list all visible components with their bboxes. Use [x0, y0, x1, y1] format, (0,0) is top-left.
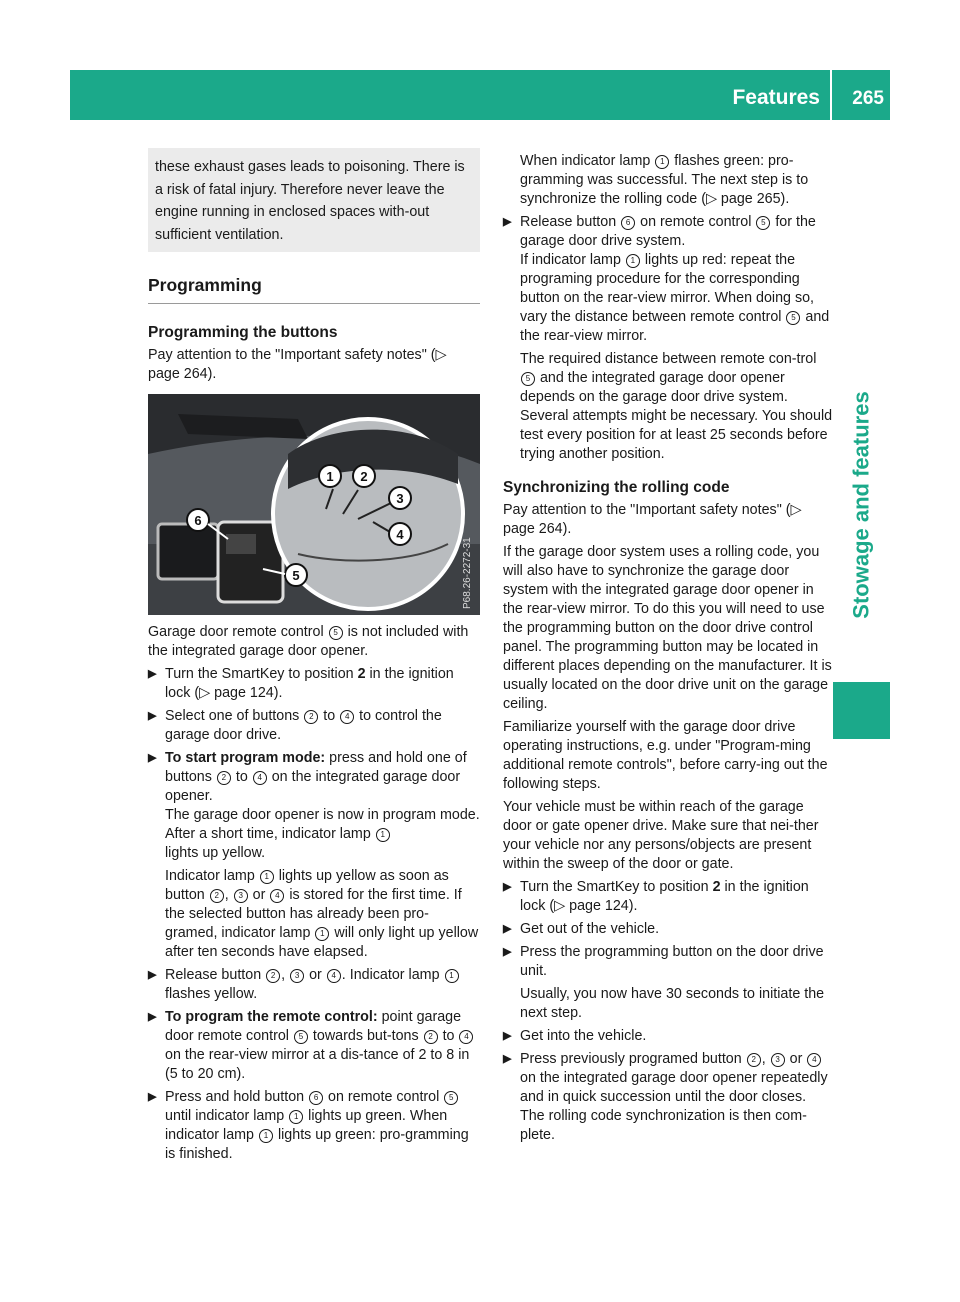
callout-1-icon: 1	[315, 927, 329, 941]
svg-text:1: 1	[326, 469, 334, 484]
section-title: Programming	[148, 276, 480, 304]
callout-5-icon: 5	[786, 311, 800, 325]
paragraph: Familiarize yourself with the garage door drive operating instructions, e.g. under "Program-ming additional remote controls", before carry-ing out the following steps.	[503, 719, 828, 792]
header-title: Features	[732, 86, 820, 109]
arrow-icon: ▶	[503, 946, 512, 958]
arrow-icon: ▶	[503, 216, 512, 228]
left-column	[148, 148, 480, 1168]
mirror-photo	[148, 394, 480, 615]
callout-5-icon: 5	[521, 372, 535, 386]
step-continuation: Indicator lamp 1 lights up yellow as soon as button 2 , 3 or 4 is stored for the first time. If the selected button has already been pro-gramed, indicator lamp 1 will only light up yellow after ten seconds have elapsed.	[165, 868, 479, 960]
arrow-icon: ▶	[503, 923, 512, 935]
callout-3-icon: 3	[771, 1053, 785, 1067]
mirror-illustration	[148, 394, 480, 615]
callout-2-icon: 2	[210, 889, 224, 903]
subsection-title: Synchronizing the rolling code	[503, 479, 730, 496]
callout-1-icon: 1	[259, 1129, 273, 1143]
svg-text:6: 6	[194, 513, 202, 528]
step-item: ▶ Press the programming button on the door drive unit.	[503, 944, 824, 979]
intro-text: Pay attention to the "Important safety notes" (▷ page 264).	[148, 347, 447, 382]
step-item: ▶ Press and hold button 6 on remote control 5 until indicator lamp 1 lights up green. When indicator lamp 1 lights up green: pro-gramming is finished.	[148, 1089, 469, 1162]
step-item: ▶ To program the remote control: point garage door remote control 5 towards but-tons 2 to 4 on the rear-view mirror at a dis-tance of 2 to 8 in (5 to 20 cm).	[148, 1008, 480, 1084]
callout-5-icon: 5	[444, 1091, 458, 1105]
callout-4-icon: 4	[270, 889, 284, 903]
subsection-title: Programming the buttons	[148, 324, 338, 341]
callout-2-icon: 2	[304, 710, 318, 724]
paragraph: If the garage door system uses a rolling code, you will also have to synchronize the garage door system with the integrated garage door opener in the rear-view mirror. To do this you will need to use the programming button on the door drive control panel. The programming button may be located in different places depending on the manufacturer. It is usually located on the door drive unit on the garage ceiling.	[503, 544, 832, 712]
step-item: ▶ Get into the vehicle.	[503, 1028, 647, 1044]
callout-4-icon: 4	[327, 969, 341, 983]
callout-5-icon: 5	[294, 1030, 308, 1044]
step-item: ▶ Get out of the vehicle.	[503, 921, 660, 937]
steps-list	[148, 665, 480, 1164]
step-item: ▶ Turn the SmartKey to position 2 in the ignition lock (▷ page 124).	[503, 879, 809, 914]
callout-4-icon: 4	[253, 771, 267, 785]
arrow-icon: ▶	[503, 881, 512, 893]
callout-4-icon: 4	[459, 1030, 473, 1044]
step-item: ▶ To start program mode: press and hold one of buttons 2 to 4 on the integrated garage door opener. The garage door opener is now in program mode. After a short time, indicator lamp 1 lights up yellow.	[148, 750, 480, 861]
callout-1-icon: 1	[655, 155, 669, 169]
svg-text:5: 5	[292, 568, 300, 583]
side-tab-block	[833, 682, 890, 739]
paragraph: Pay attention to the "Important safety notes" (▷ page 264).	[503, 502, 802, 537]
step-item: ▶ Release button 6 on remote control 5 for the garage door drive system. If indicator lamp 1 lights up red: repeat the programing procedure for the corresponding button on the rear-view mirror. When doing so, vary the distance between remote control 5 and the rear-view mirror.	[503, 214, 830, 344]
arrow-icon: ▶	[148, 969, 157, 981]
callout-2-icon: 2	[424, 1030, 438, 1044]
step-item: ▶ Select one of buttons 2 to 4 to control the garage door drive.	[148, 708, 442, 743]
arrow-icon: ▶	[148, 668, 157, 680]
arrow-icon: ▶	[148, 710, 157, 722]
photo-ref: P68.26-2272-31	[462, 537, 473, 609]
side-tab-label: Stowage and features	[848, 391, 874, 619]
svg-text:2: 2	[360, 469, 368, 484]
callout-1-icon: 1	[626, 254, 640, 268]
callout-1-icon: 1	[445, 969, 459, 983]
callout-2-icon: 2	[217, 771, 231, 785]
page-number: 265	[852, 88, 884, 109]
arrow-icon: ▶	[148, 752, 157, 764]
callout-4-icon: 4	[807, 1053, 821, 1067]
arrow-icon: ▶	[503, 1030, 512, 1042]
right-column	[503, 152, 835, 1149]
svg-text:3: 3	[396, 491, 404, 506]
callout-5-icon: 5	[329, 626, 343, 640]
warning-box: these exhaust gases leads to poisoning. There is a risk of fatal injury. Therefore never leave the engine running in enclosed spaces with-out sufficient ventilation.	[148, 148, 480, 252]
callout-5-icon: 5	[756, 216, 770, 230]
step-item: ▶ Turn the SmartKey to position 2 in the ignition lock (▷ page 124).	[148, 666, 454, 701]
callout-6-icon: 6	[621, 216, 635, 230]
callout-6-icon: 6	[309, 1091, 323, 1105]
header-separator	[830, 70, 832, 120]
callout-2-icon: 2	[266, 969, 280, 983]
callout-4-icon: 4	[340, 710, 354, 724]
arrow-icon: ▶	[503, 1053, 512, 1065]
step-continuation: The required distance between remote con-trol 5 and the integrated garage door opener depends on the garage door drive system. Several attempts might be necessary. You should test every position for at least 25 seconds before trying another position.	[520, 351, 833, 462]
callout-3-icon: 3	[290, 969, 304, 983]
arrow-icon: ▶	[148, 1091, 157, 1103]
photo-caption: Garage door remote control 5 is not included with the integrated garage door opener.	[148, 624, 469, 659]
svg-text:4: 4	[396, 527, 404, 542]
step-continuation: Usually, you now have 30 seconds to initiate the next step.	[520, 986, 825, 1021]
step-item: ▶ Press previously programed button 2 , 3 or 4 on the integrated garage door opener repeatedly and in quick succession until the door closes. The rolling code synchronization is then com-plete.	[503, 1051, 828, 1143]
side-tab	[833, 340, 890, 1010]
step-continuation: When indicator lamp 1 flashes green: pro-gramming was successful. The next step is to synchronize the rolling code (▷ page 265).	[520, 153, 809, 207]
callout-2-icon: 2	[747, 1053, 761, 1067]
page-header	[70, 70, 890, 120]
callout-1-icon: 1	[260, 870, 274, 884]
arrow-icon: ▶	[148, 1011, 157, 1023]
callout-1-icon: 1	[289, 1110, 303, 1124]
step-item: ▶ Release button 2 , 3 or 4 . Indicator lamp 1 flashes yellow.	[148, 966, 480, 1004]
paragraph: Your vehicle must be within reach of the garage door or gate opener drive. Make sure that nei-ther your vehicle nor any persons/objects are present within the sweep of the door or gate.	[503, 799, 819, 872]
callout-1-icon: 1	[376, 828, 390, 842]
callout-3-icon: 3	[234, 889, 248, 903]
